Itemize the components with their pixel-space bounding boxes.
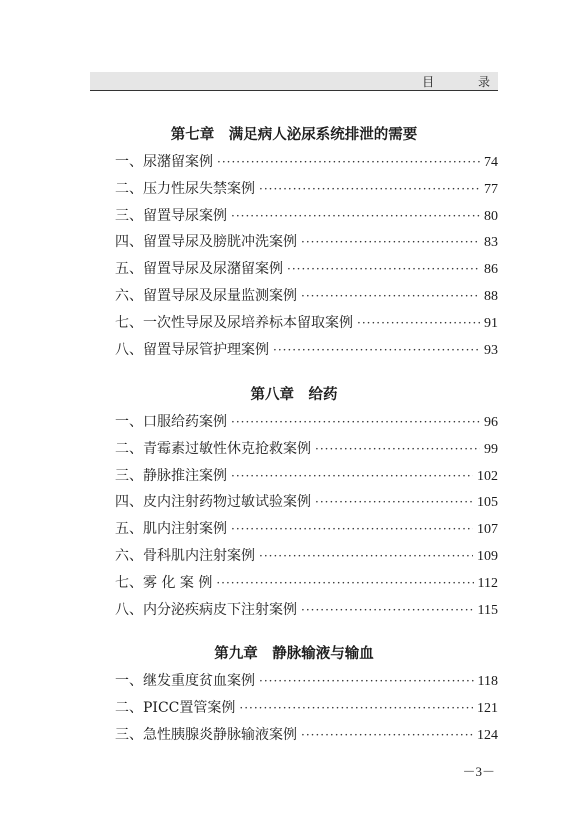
toc-entry[interactable] [115,697,498,724]
toc-entry-title: 六、骨科肌内注射案例 [115,547,255,564]
toc-entry-page: 88 [484,288,498,304]
toc-entry[interactable] [115,599,498,626]
dot-leader [315,442,480,456]
dot-leader [259,549,473,563]
dot-leader [301,235,480,249]
toc-entry[interactable] [115,205,498,232]
toc-entry[interactable] [115,312,498,339]
dot-leader [239,701,473,715]
toc-entry-page: 118 [477,674,498,689]
toc-entry-page: 115 [477,602,498,618]
running-header-title: 目 录 [422,75,510,89]
toc-entry-title: 三、静脉推注案例 [115,467,227,484]
dot-leader [231,415,480,429]
toc-entry-page: 105 [477,495,498,511]
toc-entry-title: 八、内分泌疾病皮下注射案例 [115,601,297,618]
dot-leader [217,155,480,169]
dot-leader [259,674,474,688]
dot-leader [301,603,474,617]
toc-entry-title: 一、尿潴留案例 [115,154,213,170]
chapter-title-9: 第九章 静脉输液与输血 [214,646,374,662]
toc-entry-page: 112 [477,575,498,591]
toc-entry[interactable] [115,258,498,285]
toc-entry-page: 91 [484,315,498,331]
toc-entry-page: 109 [477,548,498,564]
toc-entry-title: 一、继发重度贫血案例 [115,673,255,689]
toc-list-chapter-7 [115,151,498,365]
dot-leader [301,728,473,742]
toc-entry[interactable] [115,339,498,366]
dot-leader [315,495,473,509]
toc-entry-page: 102 [477,468,498,484]
toc-entry-title: 五、留置导尿及尿潴留案例 [115,261,283,278]
toc-entry-page: 107 [477,522,498,538]
toc-entry-title: 二、青霉素过敏性休克抢救案例 [115,440,311,457]
toc-entry-title: 六、留置导尿及尿量监测案例 [115,287,297,304]
toc-entry-title: 七、雾 化 案 例 [115,574,213,591]
toc-entry-page: 83 [484,235,498,251]
dot-leader [231,522,473,536]
toc-entry[interactable] [115,518,498,545]
dot-leader [273,343,480,357]
toc-entry[interactable] [115,572,498,599]
toc-entry-title: 四、皮内注射药物过敏试验案例 [115,494,311,511]
toc-entry-page: 77 [484,181,498,197]
toc-entry[interactable] [115,491,498,518]
toc-entry-page: 80 [484,208,498,224]
toc-entry-page: 121 [477,700,498,716]
toc-entry[interactable] [115,545,498,572]
toc-entry[interactable] [115,178,498,205]
toc-entry[interactable] [115,438,498,465]
toc-entry-title: 八、留置导尿管护理案例 [115,341,269,358]
toc-entry-page: 86 [484,262,498,278]
toc-entry-title: 七、一次性导尿及尿培养标本留取案例 [115,314,353,331]
toc-entry[interactable] [115,465,498,492]
dot-leader [231,469,473,483]
dot-leader [357,316,480,330]
toc-entry-page: 74 [484,155,498,170]
running-header [90,72,510,91]
chapter-title-7: 第七章 满足病人泌尿系统排泄的需要 [170,127,418,143]
toc-entry[interactable] [115,411,498,438]
toc-entry-title: 五、肌内注射案例 [115,521,227,538]
toc-entry-page: 124 [477,727,498,743]
toc-entry-page: 99 [484,441,498,457]
toc-entry-title: 二、PICC置管案例 [115,699,236,716]
toc-list-chapter-8 [115,411,498,625]
page-number: －3－ [462,764,495,779]
toc-entry[interactable] [115,151,498,178]
toc-entry-title: 四、留置导尿及膀胱冲洗案例 [115,234,297,251]
dot-leader [287,262,480,276]
toc-entry-title: 三、留置导尿案例 [115,207,227,224]
toc-entry[interactable] [115,285,498,312]
toc-entry[interactable] [115,724,498,751]
toc-entry-title: 三、急性胰腺炎静脉输液案例 [115,726,297,743]
dot-leader [259,182,480,196]
dot-leader [301,289,480,303]
toc-entry-title: 二、压力性尿失禁案例 [115,180,255,197]
dot-leader [216,576,473,590]
chapter-title-8: 第八章 给药 [250,387,338,403]
toc-entry-title: 一、口服给药案例 [115,414,227,430]
toc-entry-page: 93 [484,342,498,358]
dot-leader [231,209,480,223]
toc-entry[interactable] [115,670,498,697]
toc-entry[interactable] [115,231,498,258]
toc-list-chapter-9 [115,670,498,750]
toc-entry-page: 96 [484,415,498,430]
